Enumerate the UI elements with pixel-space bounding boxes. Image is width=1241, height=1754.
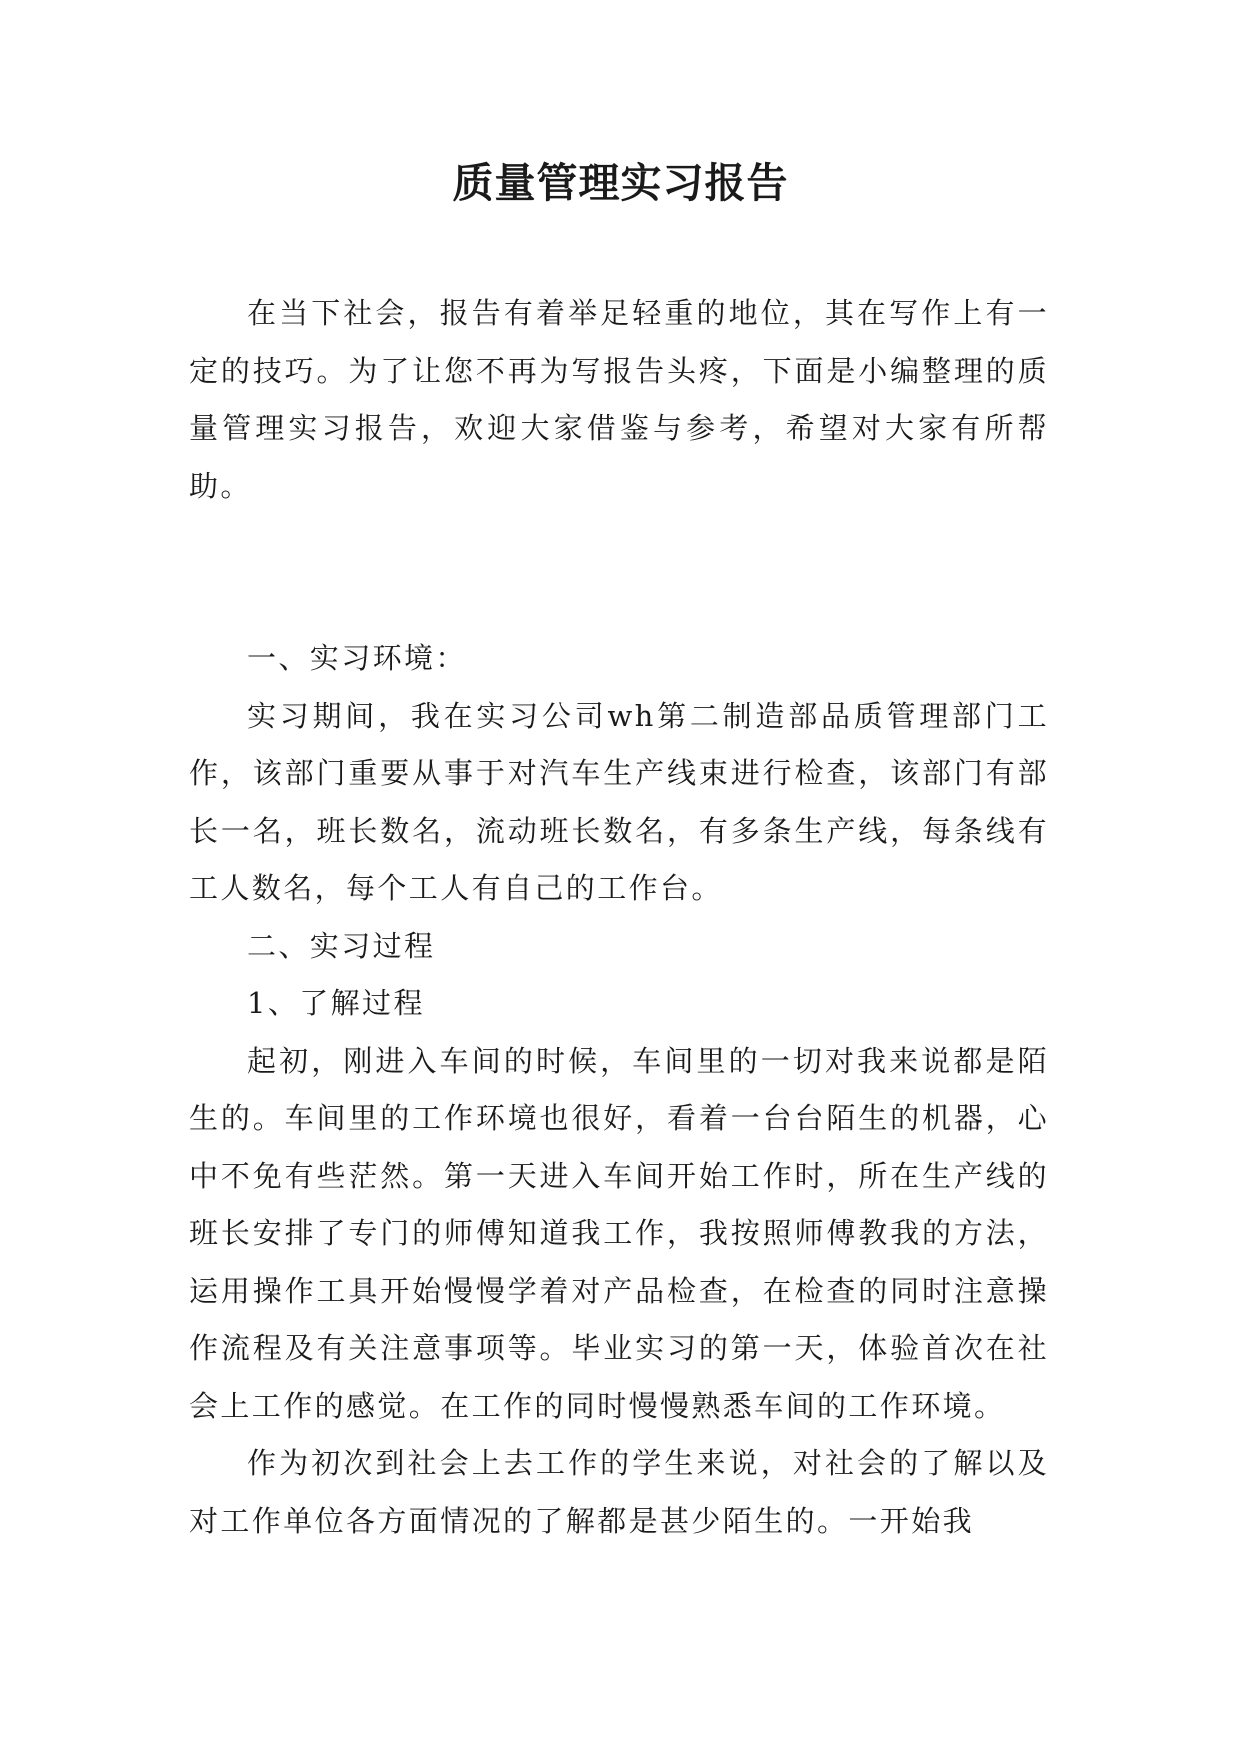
document-title: 质量管理实习报告 bbox=[452, 159, 789, 207]
section-spacer bbox=[189, 515, 1049, 630]
section-heading-process: 二、实习过程 bbox=[247, 928, 436, 963]
first-work-paragraph: 作为初次到社会上去工作的学生来说，对社会的了解以及对工作单位各方面情况的了解都是甚少陌生的。一开始我 bbox=[189, 1446, 1049, 1538]
section-heading-environment: 一、实习环境： bbox=[247, 641, 467, 675]
understanding-paragraph: 起初，刚进入车间的时候，车间里的一切对我来说都是陌生的。车间里的工作环境也很好，看着一台台陌生的机器，心中不免有些茫然。第一天进入车间开始工作时，所在生产线的班长安排了专门的师傅知道我工作，我按照师傅教我的方法，运用操作工具开始慢慢学着对产品检查，在检查的同时注意操作流程及有关注意事项等。毕业实习的第一天，体验首次在社会上工作的感觉。在工作的同时慢慢熟悉车间的工作环境。 bbox=[189, 1043, 1049, 1423]
intro-paragraph: 在当下社会，报告有着举足轻重的地位，其在写作上有一定的技巧。为了让您不再为写报告头疼，下面是小编整理的质量管理实习报告，欢迎大家借鉴与参考，希望对大家有所帮助。 bbox=[189, 296, 1049, 503]
environment-paragraph: 实习期间，我在实习公司wh第二制造部品质管理部门工作，该部门重要从事于对汽车生产线束进行检查，该部门有部长一名，班长数名，流动班长数名，有多条生产线，每条线有工人数名，每个工人有自己的工作台。 bbox=[189, 698, 1049, 905]
document-body bbox=[189, 285, 1049, 1550]
subsection-heading-understanding: 1、了解过程 bbox=[247, 986, 425, 1020]
